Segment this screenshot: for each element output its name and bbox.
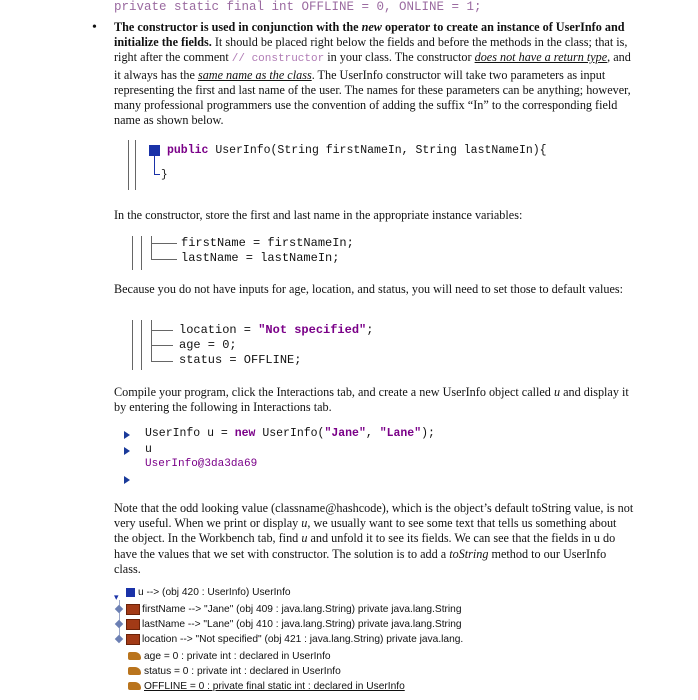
field-icon xyxy=(126,619,140,630)
interaction-comma: , xyxy=(365,427,380,440)
default-values-paragraph: Because you do not have inputs for age, location, and status, you will need to set those to default values: xyxy=(114,282,624,296)
tree-prim-age: age = 0 : private int : declared in UserInfo xyxy=(144,651,331,662)
tree-primitive-row[interactable] xyxy=(128,679,405,694)
code3-branch-3 xyxy=(151,361,173,362)
code2-branch-2 xyxy=(151,259,177,260)
constructor-paragraph xyxy=(114,20,634,128)
code1-fold-end xyxy=(154,174,160,175)
tree-primitive-row[interactable] xyxy=(128,649,331,664)
para1-text-c: , and it always has the xyxy=(114,50,631,82)
tree-prim-offline: OFFLINE = 0 : private final static int : declared in UserInfo xyxy=(144,681,405,692)
field-icon xyxy=(126,634,140,645)
para5-text-c: and unfold it to see its fields. We can see that the fields in u do have the values that we set with constructor. The solution is to add a xyxy=(114,531,616,561)
tree-field-row[interactable] xyxy=(126,632,463,647)
interaction-decl: UserInfo u = xyxy=(145,427,235,440)
code3-location-semicolon: ; xyxy=(366,323,374,337)
para4-text-a: Compile your program, click the Interactions tab, and create a new UserInfo object called xyxy=(114,385,554,399)
interaction-arg-1: "Jane" xyxy=(324,427,366,440)
code3-location-string: "Not specified" xyxy=(258,323,367,337)
code2-line-2: lastName = lastNameIn; xyxy=(181,251,340,265)
para5-text-a: Note that the odd looking value (classname@hashcode), which is the object’s default toString value, is not very useful. When we print or display xyxy=(114,501,634,531)
interaction-prompt-icon xyxy=(124,431,130,439)
para5-tostring: toString xyxy=(449,546,489,561)
code3-line-3: status = OFFLINE; xyxy=(179,353,302,367)
para1-underline-name: same name as the class xyxy=(197,67,312,82)
code1-gutter-inner xyxy=(135,140,136,190)
store-names-paragraph: In the constructor, store the first and last name in the appropriate instance variables: xyxy=(114,208,523,222)
code1-fold-line xyxy=(154,156,155,174)
para1-bold-a: The constructor is used in conjunction with the xyxy=(114,20,362,34)
para1-comment: // constructor xyxy=(231,53,325,66)
field-expand-icon[interactable] xyxy=(115,635,123,643)
interaction-output: UserInfo@3da3da69 xyxy=(145,458,258,470)
interaction-line-2: u xyxy=(145,443,152,456)
interaction-line-1 xyxy=(145,426,435,441)
field-expand-icon[interactable] xyxy=(115,605,123,613)
interaction-prompt-icon xyxy=(124,447,130,455)
para5-text-b: , we usually want to see some text that tells us something about the object. In the Workbench tab, find xyxy=(114,516,617,546)
object-icon xyxy=(126,588,135,597)
interaction-arg-2: "Lane" xyxy=(379,427,422,440)
tree-field-location: location --> "Not specified" (obj 421 : java.lang.String) private java.lang. xyxy=(142,634,464,645)
para4-var-u: u xyxy=(553,385,561,399)
interaction-new-keyword: new xyxy=(234,427,256,440)
para1-text-a: It should be placed right below the fields and before the methods in the class; that is, right after the comment xyxy=(114,35,628,65)
code3-line-2: age = 0; xyxy=(179,338,237,352)
code3-gutter-outer xyxy=(132,320,133,370)
para1-text-d: . The UserInfo constructor will take two parameters as input representing the first and last name of the user. The names for these parameters can be anything; however, many professional programmers use the convention of adding the suffix “In” to the corresponding field name as shown below. xyxy=(114,67,631,128)
para1-bold-b: operator to create an instance of UserInfo and initialize the fields. xyxy=(114,20,625,50)
primitive-field-icon xyxy=(128,667,141,675)
code3-gutter-inner xyxy=(141,320,142,370)
para5-var-u: u xyxy=(301,516,308,531)
para1-underline-return: does not have a return type xyxy=(474,50,608,65)
code1-close-brace: } xyxy=(161,169,168,181)
field-icon xyxy=(126,604,140,615)
top-code-line: private static final int OFFLINE = 0, ONLINE = 1; xyxy=(114,0,482,14)
code3-branch-1 xyxy=(151,330,173,331)
code2-tree-line xyxy=(151,236,152,260)
bullet-marker: • xyxy=(92,20,97,35)
tostring-paragraph xyxy=(114,501,634,577)
code3-line-1 xyxy=(179,323,373,338)
code2-gutter-outer xyxy=(132,236,133,270)
tree-root-label: u --> (obj 420 : UserInfo) UserInfo xyxy=(138,587,291,598)
field-expand-icon[interactable] xyxy=(115,620,123,628)
para5-text-d: method to our UserInfo class. xyxy=(114,546,607,576)
code2-gutter-inner xyxy=(141,236,142,270)
primitive-field-icon xyxy=(128,682,141,690)
tree-expand-toggle-icon[interactable]: ▾ xyxy=(114,592,119,602)
primitive-field-icon xyxy=(128,652,141,660)
code3-branch-2 xyxy=(151,345,173,346)
compile-paragraph xyxy=(114,385,634,415)
para5-var-u-2: u xyxy=(301,531,308,546)
interaction-prompt-icon xyxy=(124,476,130,484)
workbench-tree-root[interactable] xyxy=(126,585,291,600)
code1-marker-icon xyxy=(149,145,160,156)
code1-signature xyxy=(167,143,547,158)
code1-gutter-outer xyxy=(128,140,129,190)
code3-location-assign: location = xyxy=(179,323,259,337)
tree-primitive-row[interactable] xyxy=(128,664,341,679)
interaction-end: ); xyxy=(421,427,435,440)
para4-text-b: and display it by entering the following in Interactions tab. xyxy=(114,385,629,415)
code2-line-1: firstName = firstNameIn; xyxy=(181,236,354,250)
tree-field-lastname: lastName --> "Lane" (obj 410 : java.lang.String) private java.lang.String xyxy=(142,619,462,630)
code3-tree-line xyxy=(151,320,152,362)
code2-branch-1 xyxy=(151,243,177,244)
code1-signature-rest: UserInfo(String firstNameIn, String lastNameIn){ xyxy=(208,144,547,157)
para1-new-keyword: new xyxy=(361,20,382,34)
tree-prim-status: status = 0 : private int : declared in UserInfo xyxy=(144,666,341,677)
tree-field-firstname: firstName --> "Jane" (obj 409 : java.lang.String) private java.lang.String xyxy=(142,604,462,615)
para1-text-b: in your class. The constructor xyxy=(324,50,475,65)
tree-field-row[interactable] xyxy=(126,617,462,632)
interaction-ctor: UserInfo( xyxy=(255,427,325,440)
code1-public-keyword: public xyxy=(167,144,209,157)
tree-field-row[interactable] xyxy=(126,602,462,617)
